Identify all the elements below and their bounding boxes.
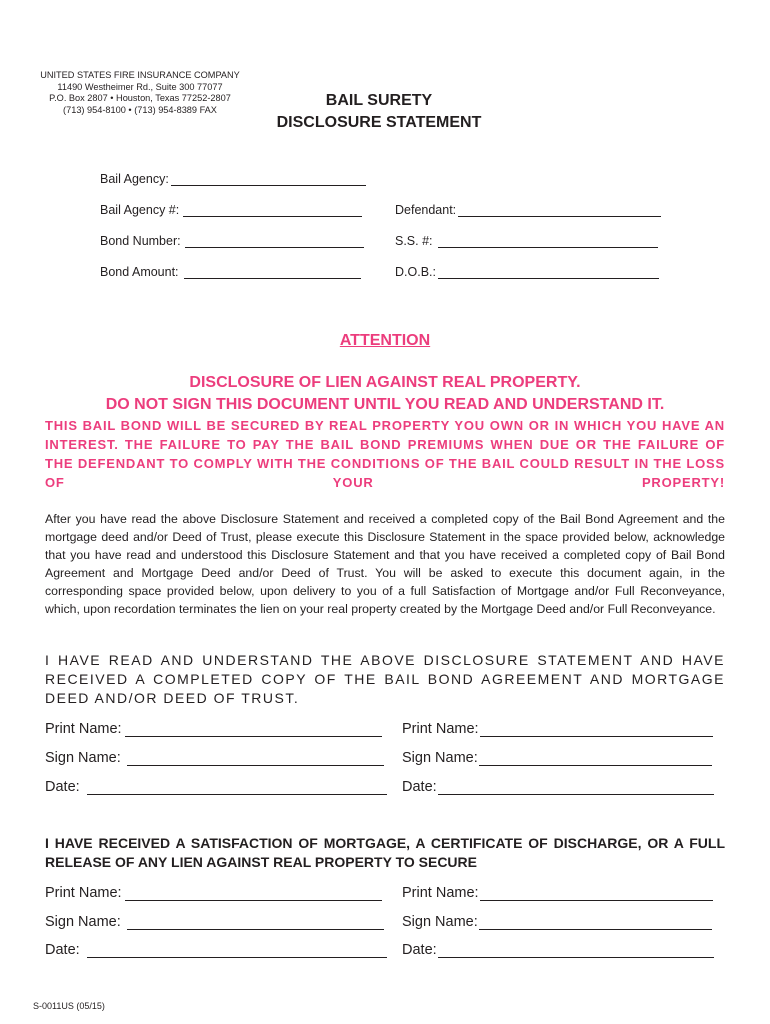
print-name-label: Print Name: [402,885,479,901]
bond-amount-line[interactable] [184,266,361,279]
sign-name-label: Sign Name: [402,750,478,766]
print-name-field-1b[interactable] [402,721,713,737]
sign-name-line[interactable] [127,751,384,766]
sign-name-label: Sign Name: [45,750,121,766]
date-field-1a[interactable] [45,779,387,795]
date-line[interactable] [438,780,714,795]
defendant-field[interactable] [395,203,661,217]
date-line[interactable] [438,943,714,958]
print-name-line[interactable] [125,722,382,737]
document-title [250,90,508,134]
disclosure-line-1: DISCLOSURE OF LIEN AGAINST REAL PROPERTY. [189,374,581,391]
date-field-2b[interactable] [402,942,714,958]
bond-number-label: Bond Number: [100,234,181,248]
sign-name-field-1a[interactable] [45,750,384,766]
lien-warning: THIS BAIL BOND WILL BE SECURED BY REAL PROPERTY YOU OWN OR IN WHICH YOU HAVE AN INTEREST. THE FAILURE TO PAY THE BAIL BOND PREMIUMS WHEN DUE OR THE FAILURE OF THE DEFENDANT TO COMPLY WITH THE CONDITIONS OF THE BAIL COULD RESULT IN THE LOSS OF YOUR PROPERTY! [45,418,725,490]
date-label: Date: [402,779,437,795]
sign-name-field-2a[interactable] [45,914,384,930]
sign-name-label: Sign Name: [45,914,121,930]
bond-amount-label: Bond Amount: [100,265,179,279]
sign-name-line[interactable] [479,915,712,930]
print-name-label: Print Name: [402,721,479,737]
date-label: Date: [45,942,80,958]
attention-heading: ATTENTION [339,332,431,349]
company-name: UNITED STATES FIRE INSURANCE COMPANY [40,70,240,80]
bond-number-field[interactable] [100,234,364,248]
print-name-field-1a[interactable] [45,721,382,737]
date-label: Date: [45,779,80,795]
date-line[interactable] [87,780,387,795]
company-address-2: P.O. Box 2807 • Houston, Texas 77252-2807 [49,93,231,103]
dob-line[interactable] [438,266,659,279]
date-label: Date: [402,942,437,958]
company-address-1: 11490 Westheimer Rd., Suite 300 77077 [57,81,223,92]
form-number: S-0011US (05/15) [33,1001,105,1011]
print-name-label: Print Name: [45,885,122,901]
ss-number-label: S.S. #: [395,234,433,248]
release-statement: I HAVE RECEIVED A SATISFACTION OF MORTGAGE, A CERTIFICATE OF DISCHARGE, OR A FULL RELEASE OF ANY LIEN AGAINST REAL PROPERTY TO SECURE [45,835,725,870]
bail-agency-number-label: Bail Agency #: [100,203,180,217]
disclosure-line-2: DO NOT SIGN THIS DOCUMENT UNTIL YOU READ AND UNDERSTAND IT. [105,396,665,413]
bail-agency-number-field[interactable] [100,203,362,217]
date-line[interactable] [87,943,387,958]
bond-amount-field[interactable] [100,265,361,279]
print-name-field-2b[interactable] [402,885,713,901]
sign-name-label: Sign Name: [402,914,478,930]
bail-agency-label: Bail Agency: [100,172,169,186]
ss-number-field[interactable] [395,234,658,248]
date-field-1b[interactable] [402,779,714,795]
acknowledgement-statement: I HAVE READ AND UNDERSTAND THE ABOVE DISCLOSURE STATEMENT AND HAVE RECEIVED A COMPLETED COPY OF THE BAIL BOND AGREEMENT AND MORTGAGE DEED AND/OR DEED OF TRUST. [45,652,725,706]
dob-label: D.O.B.: [395,265,436,279]
title-line-2: DISCLOSURE STATEMENT [276,114,482,131]
sign-name-line[interactable] [479,751,712,766]
print-name-line[interactable] [480,722,713,737]
print-name-line[interactable] [480,886,713,901]
print-name-field-2a[interactable] [45,885,382,901]
date-field-2a[interactable] [45,942,387,958]
ss-number-line[interactable] [438,235,658,248]
bail-agency-line[interactable] [171,173,366,186]
sign-name-field-2b[interactable] [402,914,712,930]
defendant-label: Defendant: [395,203,457,217]
disclosure-instructions: After you have read the above Disclosure Statement and received a completed copy of the Bail Bond Agreement and the mortgage deed and/or Deed of Trust, please execute this Disclosure Statement in the space provided below, acknowledge that you have read and understood this Disclosure Statement and that you have received a completed copy of Bail Bond Agreement and Mortgage Deed and/or Deed of Trust. You will be asked to execute this document again, in the corresponding space provided below, upon delivery to you of a full Satisfaction of Mortgage and/or Full Reconveyance, which, upon recordation terminates the lien on your real property created by the Mortgage Deed and/or Full Reconveyance. [45,512,725,616]
bail-agency-number-line[interactable] [183,204,362,217]
company-header [30,70,250,116]
print-name-label: Print Name: [45,721,122,737]
title-line-1: BAIL SURETY [325,92,433,109]
bail-agency-field[interactable] [100,172,366,186]
print-name-line[interactable] [125,886,382,901]
dob-field[interactable] [395,265,659,279]
sign-name-line[interactable] [127,915,384,930]
sign-name-field-1b[interactable] [402,750,712,766]
defendant-line[interactable] [458,204,661,217]
company-phone: (713) 954-8100 • (713) 954-8389 FAX [63,104,217,115]
bond-number-line[interactable] [185,235,364,248]
